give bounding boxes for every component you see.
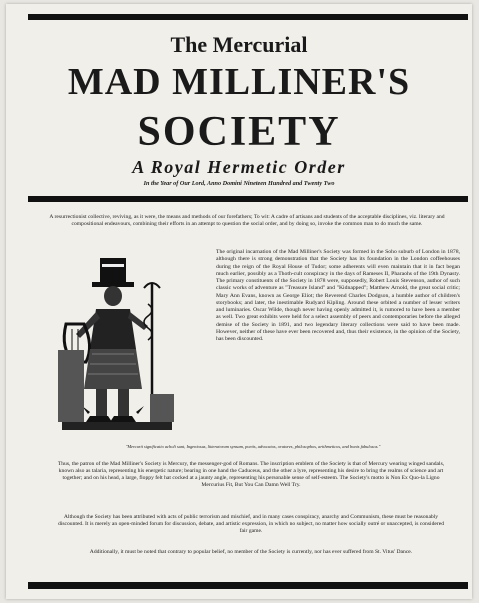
reputation-paragraph: Although the Society has been attributed with acts of public terrorism and mischief, and in many cases conspiracy, anarchy and Communism, these must be reasonably discounted. It is merely an open-minded forum for discussion, debate, and artistic expression, in which no subject, no matter how socially outré or unaccepted, is considered fair game. (57, 514, 445, 535)
mid-rule (28, 196, 468, 202)
dateline: In the Year of Our Lord, Anno Domini Nineteen Hundred and Twenty Two (143, 180, 335, 187)
closing-paragraph: Additionally, it must be noted that contrary to popular belief, no member of the Society is currently, nor has ever suffered from St. Vitus' Dance. (89, 549, 413, 555)
subtitle: A Royal Hermetic Order (132, 157, 346, 177)
title-line-1: MAD MILLINER'S (67, 61, 411, 103)
top-rule (28, 14, 468, 20)
kicker: The Mercurial (170, 32, 308, 57)
history-paragraph: The original incarnation of the Mad Milliner's Society was formed in the Soho suburb of London in 1878, although there is strong demonstration that the Society has its foundation in the London coffeehouses during the reign of the Royal House of Tudor; some adherents will even maintain that it in fact began much earlier, possibly as a Thoth-cult conspiracy in the days of Rameses II, Pharaohs of the 19th Dynasty. The primary constituents of the Society in 1878 were, supposedly, Robert Louis Stevenson, author of such classic works of adventure as "Treasure Island" and "Kidnapped"; Matthew Arnold, the great social critic; Mary Ann Evans, known as George Eliot; the Reverend Charles Dodgson, a humble author of children's storybooks; and later, the inestimable Rudyard Kipling. Around these orbited a number of lesser writers and luminaries. Oscar Wilde, though never having openly admitted it, is rumored to have been a member as well. Two great exhibits were held for a select assembly of peers and contemporaries before the alleged demise of the Society in 1891, and two legendary literary collections were said to have been made. However, neither of these have ever been recovered and, thus their existence, in the opinion of the Society, has been discounted. (216, 249, 460, 342)
patron-paragraph: Thus, the patron of the Mad Milliner's Society is Mercury, the messenger-god of Romans. The inscription emblem of the Society is that of Mercury wearing winged sandals, known also as talaria, representing his energetic nature; bearing in one hand the Caduceus, and the other a lyre, representing his desire to bring the realms of science and art together; and on his head, a large, floppy felt hat cocked at a jaunty angle, representing his personable sense of self-esteem. The Society's motto is Non Ex Quo-la Ligno Mercurius Fit, But You Can Damn Well Try. (57, 461, 445, 489)
mercury-engraving-icon (56, 254, 178, 432)
document-page (6, 4, 472, 599)
bottom-rule (28, 582, 468, 589)
intro-paragraph: A resurrectionist collective, reviving, as it were, the means and methods of our forefathers; To wit: A cadre of artisans and students of the acceptable disciplines, viz. literary and compositional endeavours, combining their efforts in an attempt to question the social order, and by doing so, invoke the common man to do much the same. (49, 214, 445, 228)
latin-caption: "Mercurii significatio acholi sunt, Ingeniosus, litteratorum synsum, poetis, advocatos, oratores, philosophos, arithmeticos, and bonis fabulosos." (125, 444, 381, 449)
title-line-2: SOCIETY (137, 109, 341, 155)
